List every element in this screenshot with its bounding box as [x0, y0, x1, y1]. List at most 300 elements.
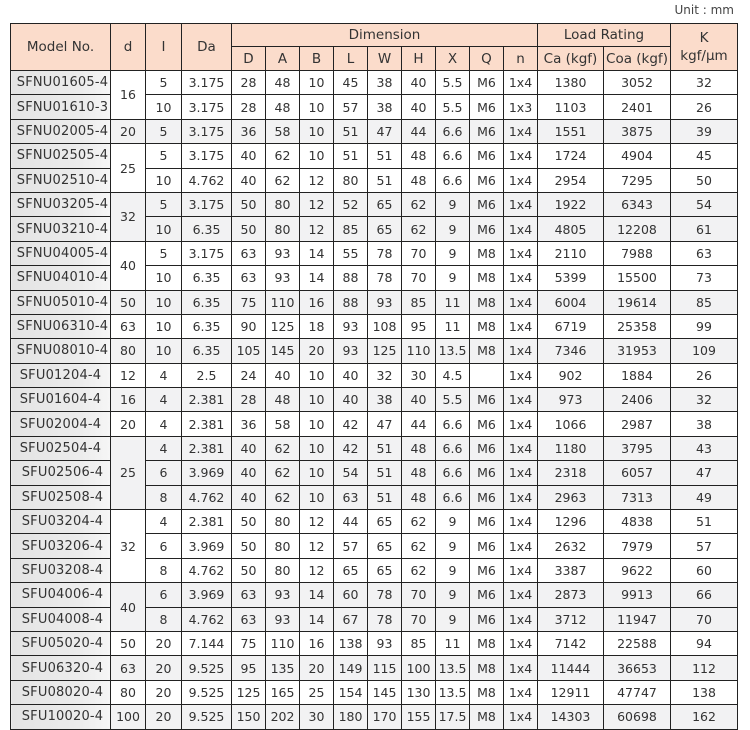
cell-b: 20 [300, 339, 334, 363]
cell-a: 80 [266, 192, 300, 216]
cell-h: 85 [402, 290, 436, 314]
cell-h: 70 [402, 583, 436, 607]
cell-n: 1x4 [504, 558, 538, 582]
cell-d: 63 [232, 241, 266, 265]
header-lead: I [146, 24, 182, 71]
cell-w: 93 [368, 631, 402, 655]
cell-x: 13.5 [436, 339, 470, 363]
cell-coa: 3052 [604, 71, 671, 95]
cell-q: M6 [470, 436, 504, 460]
cell-b: 10 [300, 95, 334, 119]
cell-d: 63 [111, 314, 146, 338]
cell-w: 93 [368, 290, 402, 314]
cell-model-no: SFU02506-4 [11, 461, 111, 485]
cell-d: 20 [111, 119, 146, 143]
cell-l: 44 [334, 510, 368, 534]
cell-q: M8 [470, 680, 504, 704]
cell-x: 6.6 [436, 485, 470, 509]
cell-h: 62 [402, 534, 436, 558]
cell-h: 62 [402, 192, 436, 216]
cell-a: 80 [266, 558, 300, 582]
cell-b: 12 [300, 168, 334, 192]
cell-model-no: SFNU01605-4 [11, 71, 111, 95]
cell-model-no: SFNU02005-4 [11, 119, 111, 143]
cell-l: 40 [334, 388, 368, 412]
cell-q: M6 [470, 388, 504, 412]
cell-k: 43 [671, 436, 738, 460]
cell-coa: 2401 [604, 95, 671, 119]
cell-d: 40 [111, 583, 146, 632]
cell-l: 60 [334, 583, 368, 607]
cell-d: 16 [111, 71, 146, 120]
cell-coa: 2406 [604, 388, 671, 412]
cell-k: 66 [671, 583, 738, 607]
cell-d: 25 [111, 436, 146, 509]
cell-x: 9 [436, 558, 470, 582]
cell-d: 32 [111, 510, 146, 583]
cell-k: 162 [671, 705, 738, 729]
cell-x: 11 [436, 314, 470, 338]
cell-a: 58 [266, 412, 300, 436]
cell-d: 100 [111, 705, 146, 729]
cell-model-no: SFNU08010-4 [11, 339, 111, 363]
cell-x: 5.5 [436, 71, 470, 95]
cell-h: 48 [402, 144, 436, 168]
cell-b: 12 [300, 558, 334, 582]
cell-x: 6.6 [436, 436, 470, 460]
cell-k: 112 [671, 656, 738, 680]
cell-l: 4 [146, 412, 182, 436]
table-row [11, 119, 738, 143]
cell-x: 6.6 [436, 119, 470, 143]
cell-l: 6 [146, 534, 182, 558]
cell-da: 4.762 [182, 485, 232, 509]
cell-d: 95 [232, 656, 266, 680]
cell-a: 62 [266, 436, 300, 460]
cell-k: 109 [671, 339, 738, 363]
cell-l: 8 [146, 607, 182, 631]
cell-l: 42 [334, 436, 368, 460]
cell-da: 3.175 [182, 71, 232, 95]
cell-model-no: SFNU01610-3 [11, 95, 111, 119]
cell-a: 93 [266, 241, 300, 265]
cell-da: 3.175 [182, 119, 232, 143]
cell-d: 75 [232, 290, 266, 314]
cell-n: 1x4 [504, 656, 538, 680]
cell-d: 50 [111, 631, 146, 655]
ball-screw-spec-table [10, 23, 738, 730]
cell-model-no: SFNU06310-4 [11, 314, 111, 338]
cell-model-no: SFU03204-4 [11, 510, 111, 534]
cell-coa: 31953 [604, 339, 671, 363]
cell-d: 40 [232, 144, 266, 168]
table-body [11, 71, 738, 730]
cell-k: 54 [671, 192, 738, 216]
cell-q: M6 [470, 144, 504, 168]
table-row [11, 705, 738, 729]
cell-n: 1x3 [504, 95, 538, 119]
cell-n: 1x4 [504, 583, 538, 607]
cell-n: 1x4 [504, 168, 538, 192]
cell-b: 20 [300, 656, 334, 680]
cell-l: 5 [146, 71, 182, 95]
cell-q: M8 [470, 656, 504, 680]
cell-x: 11 [436, 631, 470, 655]
cell-k: 138 [671, 680, 738, 704]
cell-q: M8 [470, 705, 504, 729]
cell-ca: 1724 [538, 144, 604, 168]
cell-a: 62 [266, 144, 300, 168]
cell-ca: 1180 [538, 436, 604, 460]
cell-l: 88 [334, 290, 368, 314]
cell-ca: 1296 [538, 510, 604, 534]
table-row [11, 583, 738, 607]
cell-b: 10 [300, 119, 334, 143]
cell-d: 63 [232, 266, 266, 290]
cell-w: 65 [368, 558, 402, 582]
cell-model-no: SFU02504-4 [11, 436, 111, 460]
cell-ca: 2318 [538, 461, 604, 485]
cell-l: 149 [334, 656, 368, 680]
cell-w: 125 [368, 339, 402, 363]
cell-d: 36 [232, 412, 266, 436]
cell-ca: 2110 [538, 241, 604, 265]
cell-da: 7.144 [182, 631, 232, 655]
cell-da: 3.175 [182, 192, 232, 216]
cell-k: 39 [671, 119, 738, 143]
cell-q: M6 [470, 534, 504, 558]
cell-a: 125 [266, 314, 300, 338]
cell-l: 10 [146, 217, 182, 241]
cell-w: 38 [368, 95, 402, 119]
cell-w: 51 [368, 144, 402, 168]
cell-n: 1x4 [504, 241, 538, 265]
cell-q: M6 [470, 217, 504, 241]
cell-h: 95 [402, 314, 436, 338]
cell-ca: 1380 [538, 71, 604, 95]
cell-q: M8 [470, 290, 504, 314]
cell-coa: 2987 [604, 412, 671, 436]
cell-ca: 6004 [538, 290, 604, 314]
cell-d: 63 [111, 656, 146, 680]
cell-b: 14 [300, 266, 334, 290]
cell-d: 50 [232, 510, 266, 534]
cell-d: 90 [232, 314, 266, 338]
cell-coa: 9913 [604, 583, 671, 607]
cell-q [470, 363, 504, 387]
cell-w: 51 [368, 485, 402, 509]
cell-model-no: SFNU03210-4 [11, 217, 111, 241]
cell-h: 40 [402, 95, 436, 119]
cell-da: 6.35 [182, 266, 232, 290]
cell-l: 6 [146, 583, 182, 607]
cell-x: 5.5 [436, 388, 470, 412]
cell-l: 88 [334, 266, 368, 290]
cell-model-no: SFNU02510-4 [11, 168, 111, 192]
cell-model-no: SFU05020-4 [11, 631, 111, 655]
header-dim-D: D [232, 47, 266, 71]
cell-coa: 3875 [604, 119, 671, 143]
cell-q: M6 [470, 192, 504, 216]
cell-l: 4 [146, 510, 182, 534]
cell-a: 58 [266, 119, 300, 143]
cell-x: 9 [436, 241, 470, 265]
cell-b: 18 [300, 314, 334, 338]
cell-l: 8 [146, 558, 182, 582]
header-k-label: K [699, 30, 709, 46]
cell-q: M8 [470, 266, 504, 290]
cell-k: 73 [671, 266, 738, 290]
cell-da: 9.525 [182, 680, 232, 704]
cell-ca: 5399 [538, 266, 604, 290]
cell-b: 12 [300, 192, 334, 216]
cell-model-no: SFU02508-4 [11, 485, 111, 509]
cell-k: 99 [671, 314, 738, 338]
cell-l: 5 [146, 119, 182, 143]
cell-model-no: SFU01604-4 [11, 388, 111, 412]
cell-l: 52 [334, 192, 368, 216]
header-dim-L: L [334, 47, 368, 71]
cell-coa: 4904 [604, 144, 671, 168]
cell-d: 125 [232, 680, 266, 704]
table-row [11, 290, 738, 314]
cell-d: 50 [232, 558, 266, 582]
cell-d: 80 [111, 339, 146, 363]
cell-ca: 7142 [538, 631, 604, 655]
header-da: Da [182, 24, 232, 71]
cell-h: 48 [402, 461, 436, 485]
header-dim-W: W [368, 47, 402, 71]
cell-x: 9 [436, 510, 470, 534]
cell-da: 3.969 [182, 583, 232, 607]
cell-l: 42 [334, 412, 368, 436]
cell-l: 4 [146, 363, 182, 387]
cell-h: 48 [402, 168, 436, 192]
cell-q: M6 [470, 583, 504, 607]
cell-ca: 12911 [538, 680, 604, 704]
cell-d: 28 [232, 388, 266, 412]
cell-x: 11 [436, 290, 470, 314]
unit-label: Unit : mm [674, 3, 734, 17]
cell-l: 6 [146, 461, 182, 485]
cell-d: 12 [111, 363, 146, 387]
cell-x: 6.6 [436, 168, 470, 192]
cell-k: 61 [671, 217, 738, 241]
cell-coa: 9622 [604, 558, 671, 582]
cell-a: 48 [266, 71, 300, 95]
table-row [11, 631, 738, 655]
cell-da: 3.175 [182, 144, 232, 168]
cell-d: 24 [232, 363, 266, 387]
cell-w: 78 [368, 607, 402, 631]
cell-l: 8 [146, 485, 182, 509]
cell-n: 1x4 [504, 71, 538, 95]
cell-coa: 36653 [604, 656, 671, 680]
header-dimension: Dimension [232, 24, 538, 47]
cell-ca: 3387 [538, 558, 604, 582]
cell-w: 65 [368, 510, 402, 534]
cell-ca: 4805 [538, 217, 604, 241]
cell-model-no: SFU06320-4 [11, 656, 111, 680]
cell-d: 150 [232, 705, 266, 729]
cell-coa: 1884 [604, 363, 671, 387]
cell-da: 3.175 [182, 95, 232, 119]
cell-w: 170 [368, 705, 402, 729]
cell-q: M6 [470, 485, 504, 509]
cell-da: 9.525 [182, 656, 232, 680]
cell-d: 20 [111, 412, 146, 436]
cell-l: 10 [146, 314, 182, 338]
cell-h: 70 [402, 241, 436, 265]
cell-n: 1x4 [504, 534, 538, 558]
cell-model-no: SFNU03205-4 [11, 192, 111, 216]
cell-ca: 6719 [538, 314, 604, 338]
cell-a: 40 [266, 363, 300, 387]
cell-coa: 3795 [604, 436, 671, 460]
cell-x: 6.6 [436, 461, 470, 485]
cell-d: 50 [111, 290, 146, 314]
cell-d: 50 [232, 192, 266, 216]
cell-model-no: SFNU04005-4 [11, 241, 111, 265]
cell-model-no: SFU08020-4 [11, 680, 111, 704]
cell-x: 9 [436, 192, 470, 216]
cell-model-no: SFU01204-4 [11, 363, 111, 387]
table-row [11, 388, 738, 412]
cell-model-no: SFU03208-4 [11, 558, 111, 582]
cell-q: M6 [470, 71, 504, 95]
cell-l: 93 [334, 314, 368, 338]
cell-h: 48 [402, 436, 436, 460]
cell-l: 80 [334, 168, 368, 192]
table-row [11, 71, 738, 95]
cell-q: M6 [470, 119, 504, 143]
cell-q: M8 [470, 339, 504, 363]
cell-k: 57 [671, 534, 738, 558]
header-dim-n: n [504, 47, 538, 71]
cell-b: 12 [300, 534, 334, 558]
cell-n: 1x4 [504, 192, 538, 216]
cell-k: 60 [671, 558, 738, 582]
cell-n: 1x4 [504, 461, 538, 485]
cell-l: 4 [146, 388, 182, 412]
cell-k: 51 [671, 510, 738, 534]
cell-k: 32 [671, 71, 738, 95]
cell-da: 6.35 [182, 217, 232, 241]
cell-d: 40 [232, 436, 266, 460]
cell-x: 17.5 [436, 705, 470, 729]
cell-model-no: SFNU02505-4 [11, 144, 111, 168]
cell-ca: 973 [538, 388, 604, 412]
cell-k: 49 [671, 485, 738, 509]
cell-b: 12 [300, 217, 334, 241]
cell-n: 1x4 [504, 217, 538, 241]
cell-x: 4.5 [436, 363, 470, 387]
cell-da: 3.969 [182, 461, 232, 485]
cell-a: 165 [266, 680, 300, 704]
cell-l: 10 [146, 266, 182, 290]
cell-a: 80 [266, 534, 300, 558]
cell-h: 62 [402, 558, 436, 582]
cell-w: 65 [368, 192, 402, 216]
cell-x: 9 [436, 217, 470, 241]
header-model-no: Model No. [11, 24, 111, 71]
cell-q: M6 [470, 510, 504, 534]
cell-h: 44 [402, 412, 436, 436]
cell-h: 155 [402, 705, 436, 729]
header-dim-Q: Q [470, 47, 504, 71]
cell-coa: 15500 [604, 266, 671, 290]
cell-w: 65 [368, 217, 402, 241]
header-dim-B: B [300, 47, 334, 71]
cell-a: 93 [266, 266, 300, 290]
cell-l: 5 [146, 192, 182, 216]
cell-q: M6 [470, 412, 504, 436]
cell-q: M6 [470, 461, 504, 485]
cell-b: 25 [300, 680, 334, 704]
cell-b: 30 [300, 705, 334, 729]
cell-l: 85 [334, 217, 368, 241]
cell-q: M6 [470, 168, 504, 192]
cell-da: 2.381 [182, 436, 232, 460]
cell-q: M8 [470, 631, 504, 655]
cell-w: 51 [368, 461, 402, 485]
cell-x: 13.5 [436, 656, 470, 680]
table-row [11, 241, 738, 265]
cell-l: 40 [334, 363, 368, 387]
cell-ca: 2954 [538, 168, 604, 192]
cell-ca: 1551 [538, 119, 604, 143]
cell-l: 20 [146, 631, 182, 655]
cell-da: 3.969 [182, 534, 232, 558]
cell-n: 1x4 [504, 363, 538, 387]
cell-h: 100 [402, 656, 436, 680]
cell-n: 1x4 [504, 705, 538, 729]
cell-ca: 902 [538, 363, 604, 387]
cell-da: 2.5 [182, 363, 232, 387]
cell-da: 3.175 [182, 241, 232, 265]
cell-l: 10 [146, 290, 182, 314]
cell-da: 2.381 [182, 412, 232, 436]
cell-n: 1x4 [504, 290, 538, 314]
cell-n: 1x4 [504, 119, 538, 143]
cell-coa: 7313 [604, 485, 671, 509]
cell-w: 78 [368, 241, 402, 265]
cell-n: 1x4 [504, 144, 538, 168]
cell-coa: 7979 [604, 534, 671, 558]
cell-coa: 60698 [604, 705, 671, 729]
cell-d: 63 [232, 607, 266, 631]
cell-b: 10 [300, 71, 334, 95]
cell-d: 40 [232, 485, 266, 509]
cell-k: 47 [671, 461, 738, 485]
cell-w: 47 [368, 412, 402, 436]
cell-q: M6 [470, 95, 504, 119]
cell-x: 6.6 [436, 144, 470, 168]
cell-a: 135 [266, 656, 300, 680]
cell-b: 14 [300, 583, 334, 607]
cell-w: 115 [368, 656, 402, 680]
cell-l: 10 [146, 339, 182, 363]
cell-d: 32 [111, 192, 146, 241]
cell-x: 13.5 [436, 680, 470, 704]
cell-k: 85 [671, 290, 738, 314]
cell-l: 180 [334, 705, 368, 729]
cell-x: 6.6 [436, 412, 470, 436]
cell-k: 26 [671, 363, 738, 387]
cell-l: 57 [334, 534, 368, 558]
cell-d: 80 [111, 680, 146, 704]
header-load-rating: Load Rating [538, 24, 671, 47]
